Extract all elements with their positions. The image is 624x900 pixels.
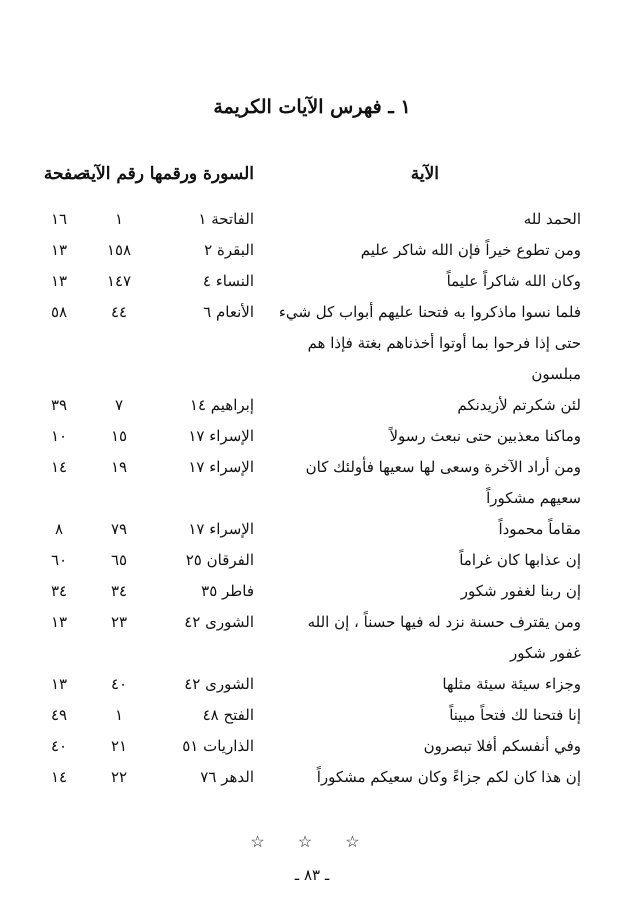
verse-line: غفور شكور xyxy=(509,644,581,662)
table-row xyxy=(0,297,624,390)
verse-line: مقاماً محموداً xyxy=(498,520,581,538)
verse-line: إن عذابها كان غراماً xyxy=(459,551,581,569)
verse-text xyxy=(251,731,581,762)
verse-line: حتى إذا فرحوا بما أوتوا أخذناهم بغتة فإذا هم xyxy=(307,334,581,352)
surah-name: الدهر ٧٦ xyxy=(200,768,254,786)
verse-number: ١٩ xyxy=(110,458,128,476)
verse-number: ٣٤ xyxy=(110,582,128,600)
table-row xyxy=(0,514,624,545)
page-ref: ٣٤ xyxy=(50,582,68,600)
surah-name: الشورى ٤٢ xyxy=(184,613,254,631)
verse-line: وكان الله شاكراً عليماً xyxy=(446,272,581,290)
table-row xyxy=(0,700,624,731)
surah-name: إبراهيم ١٤ xyxy=(189,396,254,414)
page-ref: ١٣ xyxy=(50,675,68,693)
verse-text xyxy=(251,297,581,390)
page-ref: ١٤ xyxy=(50,768,68,786)
table-row xyxy=(0,452,624,514)
verse-line: سعيهم مشكوراً xyxy=(486,489,581,507)
ornament-stars: ☆ ☆ ☆ xyxy=(250,832,374,851)
verse-text xyxy=(251,514,581,545)
page-ref: ٨ xyxy=(54,520,64,538)
verse-line: الحمد لله xyxy=(523,210,581,228)
verse-text xyxy=(251,452,581,514)
verse-line: ومن يقترف حسنة نزد له فيها حسناً ، إن الله xyxy=(307,613,581,631)
surah-name: فاطر ٣٥ xyxy=(201,582,254,600)
surah-name: الإسراء ١٧ xyxy=(188,458,254,476)
page-ref: ١٣ xyxy=(50,272,68,290)
header-page: صفحة xyxy=(43,164,87,184)
surah-name: الإسراء ١٧ xyxy=(188,427,254,445)
surah-name: البقرة ٢ xyxy=(204,241,254,259)
verse-text xyxy=(251,421,581,452)
surah-name: الإسراء ١٧ xyxy=(188,520,254,538)
page-ref: ٤٠ xyxy=(50,737,68,755)
page-ref: ١٣ xyxy=(50,613,68,631)
verse-text xyxy=(251,576,581,607)
verse-number: ١٤٧ xyxy=(106,272,132,290)
verse-text xyxy=(251,762,581,793)
table-row xyxy=(0,421,624,452)
table-row xyxy=(0,204,624,235)
surah-name: الفتح ٤٨ xyxy=(202,706,254,724)
table-row xyxy=(0,390,624,421)
verse-text xyxy=(251,700,581,731)
page-title: ١ ـ فهرس الآيات الكريمة xyxy=(213,96,411,118)
verse-line: إنا فتحنا لك فتحاً مبيناً xyxy=(449,706,581,724)
verse-number: ١٥ xyxy=(110,427,128,445)
page-ref: ١٦ xyxy=(50,210,68,228)
table-row xyxy=(0,762,624,793)
verse-line: وفي أنفسكم أفلا تبصرون xyxy=(423,737,581,755)
page-ref: ٥٨ xyxy=(50,303,68,321)
verse-number: ١٥٨ xyxy=(106,241,132,259)
verse-line: وماكنا معذبين حتى نبعث رسولاً xyxy=(389,427,581,445)
verse-number: ٧٩ xyxy=(110,520,128,538)
verse-line: إن هذا كان لكم جزاءً وكان سعيكم مشكوراً xyxy=(316,768,581,786)
verse-line: مبلسون xyxy=(531,365,581,383)
verse-text xyxy=(251,669,581,700)
verse-text xyxy=(251,204,581,235)
page-ref: ٣٩ xyxy=(50,396,68,414)
verse-line: وجزاء سيئة سيئة مثلها xyxy=(442,675,581,693)
table-row xyxy=(0,731,624,762)
verse-line: ومن تطوع خيراً فإن الله شاكر عليم xyxy=(360,241,581,259)
verse-number: ٤٤ xyxy=(110,303,128,321)
page-ref: ٤٩ xyxy=(50,706,68,724)
table-row xyxy=(0,235,624,266)
verse-index-table xyxy=(0,204,624,793)
table-row xyxy=(0,545,624,576)
surah-name: الذاريات ٥١ xyxy=(182,737,254,755)
verse-text xyxy=(251,235,581,266)
verse-number: ١ xyxy=(114,210,124,228)
verse-number: ٢١ xyxy=(110,737,128,755)
verse-text xyxy=(251,545,581,576)
page-ref: ١٠ xyxy=(50,427,68,445)
table-row xyxy=(0,266,624,297)
verse-text xyxy=(251,266,581,297)
header-verse: الآية xyxy=(410,164,439,184)
page-ref: ١٣ xyxy=(50,241,68,259)
table-row xyxy=(0,576,624,607)
verse-line: لئن شكرتم لأزيدنكم xyxy=(457,396,581,414)
page-ref: ٦٠ xyxy=(50,551,68,569)
verse-number: ٢٢ xyxy=(110,768,128,786)
surah-name: الشورى ٤٢ xyxy=(184,675,254,693)
verse-number: ٤٠ xyxy=(110,675,128,693)
table-row xyxy=(0,607,624,669)
verse-number: ٧ xyxy=(114,396,124,414)
surah-name: الفرقان ٢٥ xyxy=(185,551,254,569)
page-number: ـ ٨٣ ـ xyxy=(294,866,330,884)
verse-number: ٢٣ xyxy=(110,613,128,631)
page-ref: ١٤ xyxy=(50,458,68,476)
surah-name: الفاتحة ١ xyxy=(198,210,254,228)
header-surah: السورة ورقمها xyxy=(149,164,254,184)
verse-line: ومن أراد الآخرة وسعى لها سعيها فأولئك كان xyxy=(305,458,581,476)
verse-line: فلما نسوا ماذكروا به فتحنا عليهم أبواب كل شيء xyxy=(278,303,581,321)
verse-text xyxy=(251,607,581,669)
surah-name: الأنعام ٦ xyxy=(203,303,254,321)
header-verse-number: رقم الآية xyxy=(82,164,144,184)
table-row xyxy=(0,669,624,700)
verse-line: إن ربنا لغفور شكور xyxy=(460,582,581,600)
verse-number: ١ xyxy=(114,706,124,724)
verse-number: ٦٥ xyxy=(110,551,128,569)
surah-name: النساء ٤ xyxy=(202,272,254,290)
verse-text xyxy=(251,390,581,421)
